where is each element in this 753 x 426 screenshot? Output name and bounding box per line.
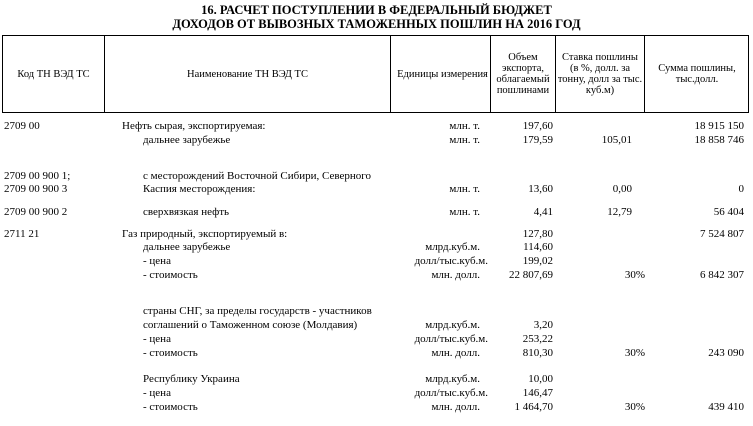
row-unit: млн. долл. — [431, 401, 480, 413]
row-name: - цена — [143, 387, 171, 399]
row-unit: млрд.куб.м. — [425, 373, 480, 385]
row-unit: млрд.куб.м. — [425, 241, 480, 253]
row-volume: 199,02 — [522, 255, 553, 267]
row-rate: 0,00 — [612, 183, 632, 195]
row-name: с месторождений Восточной Сибири, Северного — [143, 170, 372, 182]
row-unit: млн. т. — [449, 134, 480, 146]
row-rate: 30% — [624, 347, 645, 359]
header-sum: Сумма пошлины, тыс.долл. — [658, 63, 736, 85]
row-name: - стоимость — [143, 347, 198, 359]
row-sum: 0 — [738, 183, 744, 195]
row-sum: 439 410 — [708, 401, 744, 413]
row-rate: 105,01 — [601, 134, 632, 146]
row-name: страны СНГ, за пределы государств - участников — [143, 305, 372, 317]
row-rate: 12,79 — [607, 206, 632, 218]
row-name: сверхвязкая нефть — [143, 206, 230, 218]
row-volume: 146,47 — [522, 387, 553, 399]
row-volume: 127,80 — [522, 228, 553, 240]
header-rate: Ставка пошлины (в %, долл. за тонну, долл за тыс. куб.м) — [557, 52, 643, 96]
row-unit: млн. долл. — [431, 269, 480, 281]
row-volume: 3,20 — [533, 319, 553, 331]
row-unit: млн. т. — [449, 183, 480, 195]
row-sum: 7 524 807 — [700, 228, 744, 240]
row-sum: 18 858 746 — [694, 134, 744, 146]
row-name: дальнее зарубежье — [143, 134, 231, 146]
row-unit: долл/тыс.куб.м. — [414, 255, 488, 267]
row-volume: 253,22 — [522, 333, 553, 345]
column-divider — [644, 35, 645, 113]
row-rate: 30% — [624, 401, 645, 413]
page-title-line-1: 16. РАСЧЕТ ПОСТУПЛЕНИИ В ФЕДЕРАЛЬНЫЙ БЮДЖЕТ — [201, 3, 552, 17]
row-volume: 197,60 — [522, 120, 553, 132]
row-code: 2709 00 900 2 — [4, 206, 68, 218]
header-units: Единицы измерения — [397, 68, 488, 80]
row-name: Газ природный, экспортируемый в: — [122, 228, 288, 240]
header-volume: Объем экспорта, облагаемый пошлинами — [496, 52, 550, 96]
row-name: Нефть сырая, экспортируемая: — [122, 120, 266, 132]
row-name: - цена — [143, 255, 171, 267]
row-code: 2709 00 900 3 — [4, 183, 68, 195]
column-divider — [555, 35, 556, 113]
header-code: Код ТН ВЭД ТС — [17, 68, 90, 80]
row-name: Республику Украина — [143, 373, 240, 385]
row-sum: 243 090 — [708, 347, 744, 359]
row-name: - стоимость — [143, 269, 198, 281]
row-volume: 179,59 — [522, 134, 553, 146]
row-unit: млрд.куб.м. — [425, 319, 480, 331]
row-unit: долл/тыс.куб.м. — [414, 387, 488, 399]
row-volume: 810,30 — [522, 347, 553, 359]
row-unit: млн. т. — [449, 120, 480, 132]
row-name: - цена — [143, 333, 171, 345]
row-code: 2709 00 — [4, 120, 40, 132]
row-unit: млн. долл. — [431, 347, 480, 359]
row-volume: 114,60 — [523, 241, 553, 253]
row-unit: долл/тыс.куб.м. — [414, 333, 488, 345]
row-volume: 13,60 — [528, 183, 553, 195]
row-sum: 6 842 307 — [700, 269, 744, 281]
row-rate: 30% — [624, 269, 645, 281]
column-divider — [390, 35, 391, 113]
row-unit: млн. т. — [449, 206, 480, 218]
row-name: дальнее зарубежье — [143, 241, 231, 253]
row-code: 2711 21 — [4, 228, 40, 240]
row-name: соглашений о Таможенном союзе (Молдавия) — [143, 319, 358, 331]
page-title-line-2: ДОХОДОВ ОТ ВЫВОЗНЫХ ТАМОЖЕННЫХ ПОШЛИН НА 2016 ГОД — [172, 17, 581, 31]
row-volume: 1 464,70 — [514, 401, 553, 413]
row-sum: 18 915 150 — [694, 120, 744, 132]
row-volume: 22 807,69 — [509, 269, 553, 281]
header-name: Наименование ТН ВЭД ТС — [187, 68, 308, 80]
row-name: - стоимость — [143, 401, 198, 413]
row-volume: 10,00 — [528, 373, 553, 385]
row-volume: 4,41 — [533, 206, 553, 218]
row-code: 2709 00 900 1; — [4, 170, 71, 182]
row-name: Каспия месторождения: — [143, 183, 256, 195]
row-sum: 56 404 — [713, 206, 744, 218]
